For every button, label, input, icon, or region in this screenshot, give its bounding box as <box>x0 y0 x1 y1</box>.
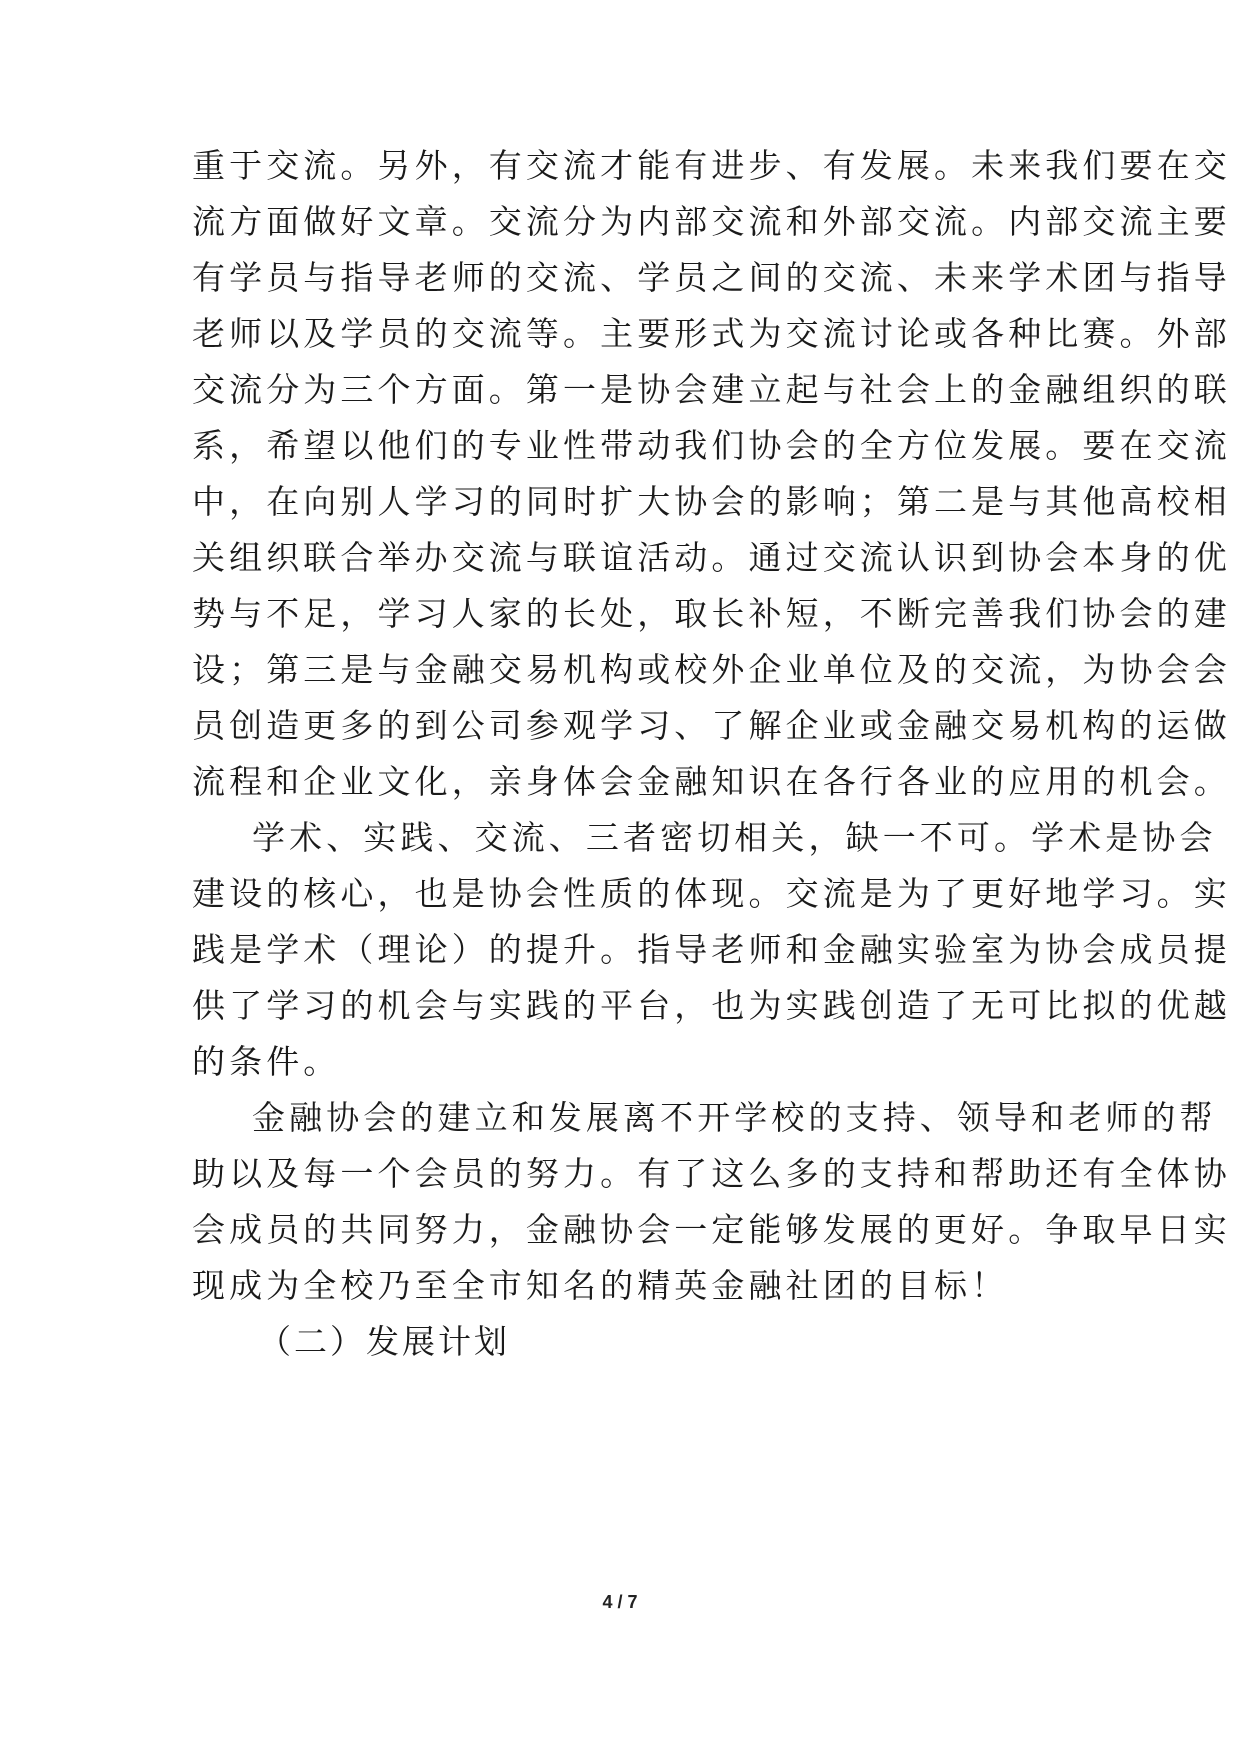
text-line: 金融协会的建立和发展离不开学校的支持、领导和老师的帮 <box>252 1098 1217 1137</box>
text-line: 流程和企业文化，亲身体会金融知识在各行各业的应用的机会。 <box>192 762 1231 801</box>
text-line: 助以及每一个会员的努力。有了这么多的支持和帮助还有全体协 <box>192 1154 1231 1193</box>
text-line: 践是学术（理论）的提升。指导老师和金融实验室为协会成员提 <box>192 930 1231 969</box>
text-line: 有学员与指导老师的交流、学员之间的交流、未来学术团与指导 <box>192 258 1231 297</box>
text-line: 交流分为三个方面。第一是协会建立起与社会上的金融组织的联 <box>192 370 1231 409</box>
text-line: 流方面做好文章。交流分为内部交流和外部交流。内部交流主要 <box>192 202 1231 241</box>
text-line: 会成员的共同努力，金融协会一定能够发展的更好。争取早日实 <box>192 1210 1231 1249</box>
text-line: 建设的核心，也是协会性质的体现。交流是为了更好地学习。实 <box>192 874 1231 913</box>
text-line: 老师以及学员的交流等。主要形式为交流讨论或各种比赛。外部 <box>192 314 1231 353</box>
section-heading: （二）发展计划 <box>258 1322 510 1361</box>
text-line: 供了学习的机会与实践的平台，也为实践创造了无可比拟的优越 <box>192 986 1231 1025</box>
text-line: 员创造更多的到公司参观学习、了解企业或金融交易机构的运做 <box>192 706 1231 745</box>
text-line: 关组织联合举办交流与联谊活动。通过交流认识到协会本身的优 <box>192 538 1231 577</box>
text-line: 学术、实践、交流、三者密切相关，缺一不可。学术是协会 <box>252 818 1217 857</box>
text-line: 系，希望以他们的专业性带动我们协会的全方位发展。要在交流 <box>192 426 1231 465</box>
text-line: 重于交流。另外，有交流才能有进步、有发展。未来我们要在交 <box>192 146 1231 185</box>
text-line: 现成为全校乃至全市知名的精英金融社团的目标！ <box>192 1266 1009 1305</box>
text-line: 设；第三是与金融交易机构或校外企业单位及的交流，为协会会 <box>192 650 1231 689</box>
text-line: 的条件。 <box>192 1042 341 1081</box>
text-line: 势与不足，学习人家的长处，取长补短，不断完善我们协会的建 <box>192 594 1231 633</box>
page-number: 4 / 7 <box>602 1592 638 1612</box>
text-line: 中，在向别人学习的同时扩大协会的影响；第二是与其他高校相 <box>192 482 1231 521</box>
